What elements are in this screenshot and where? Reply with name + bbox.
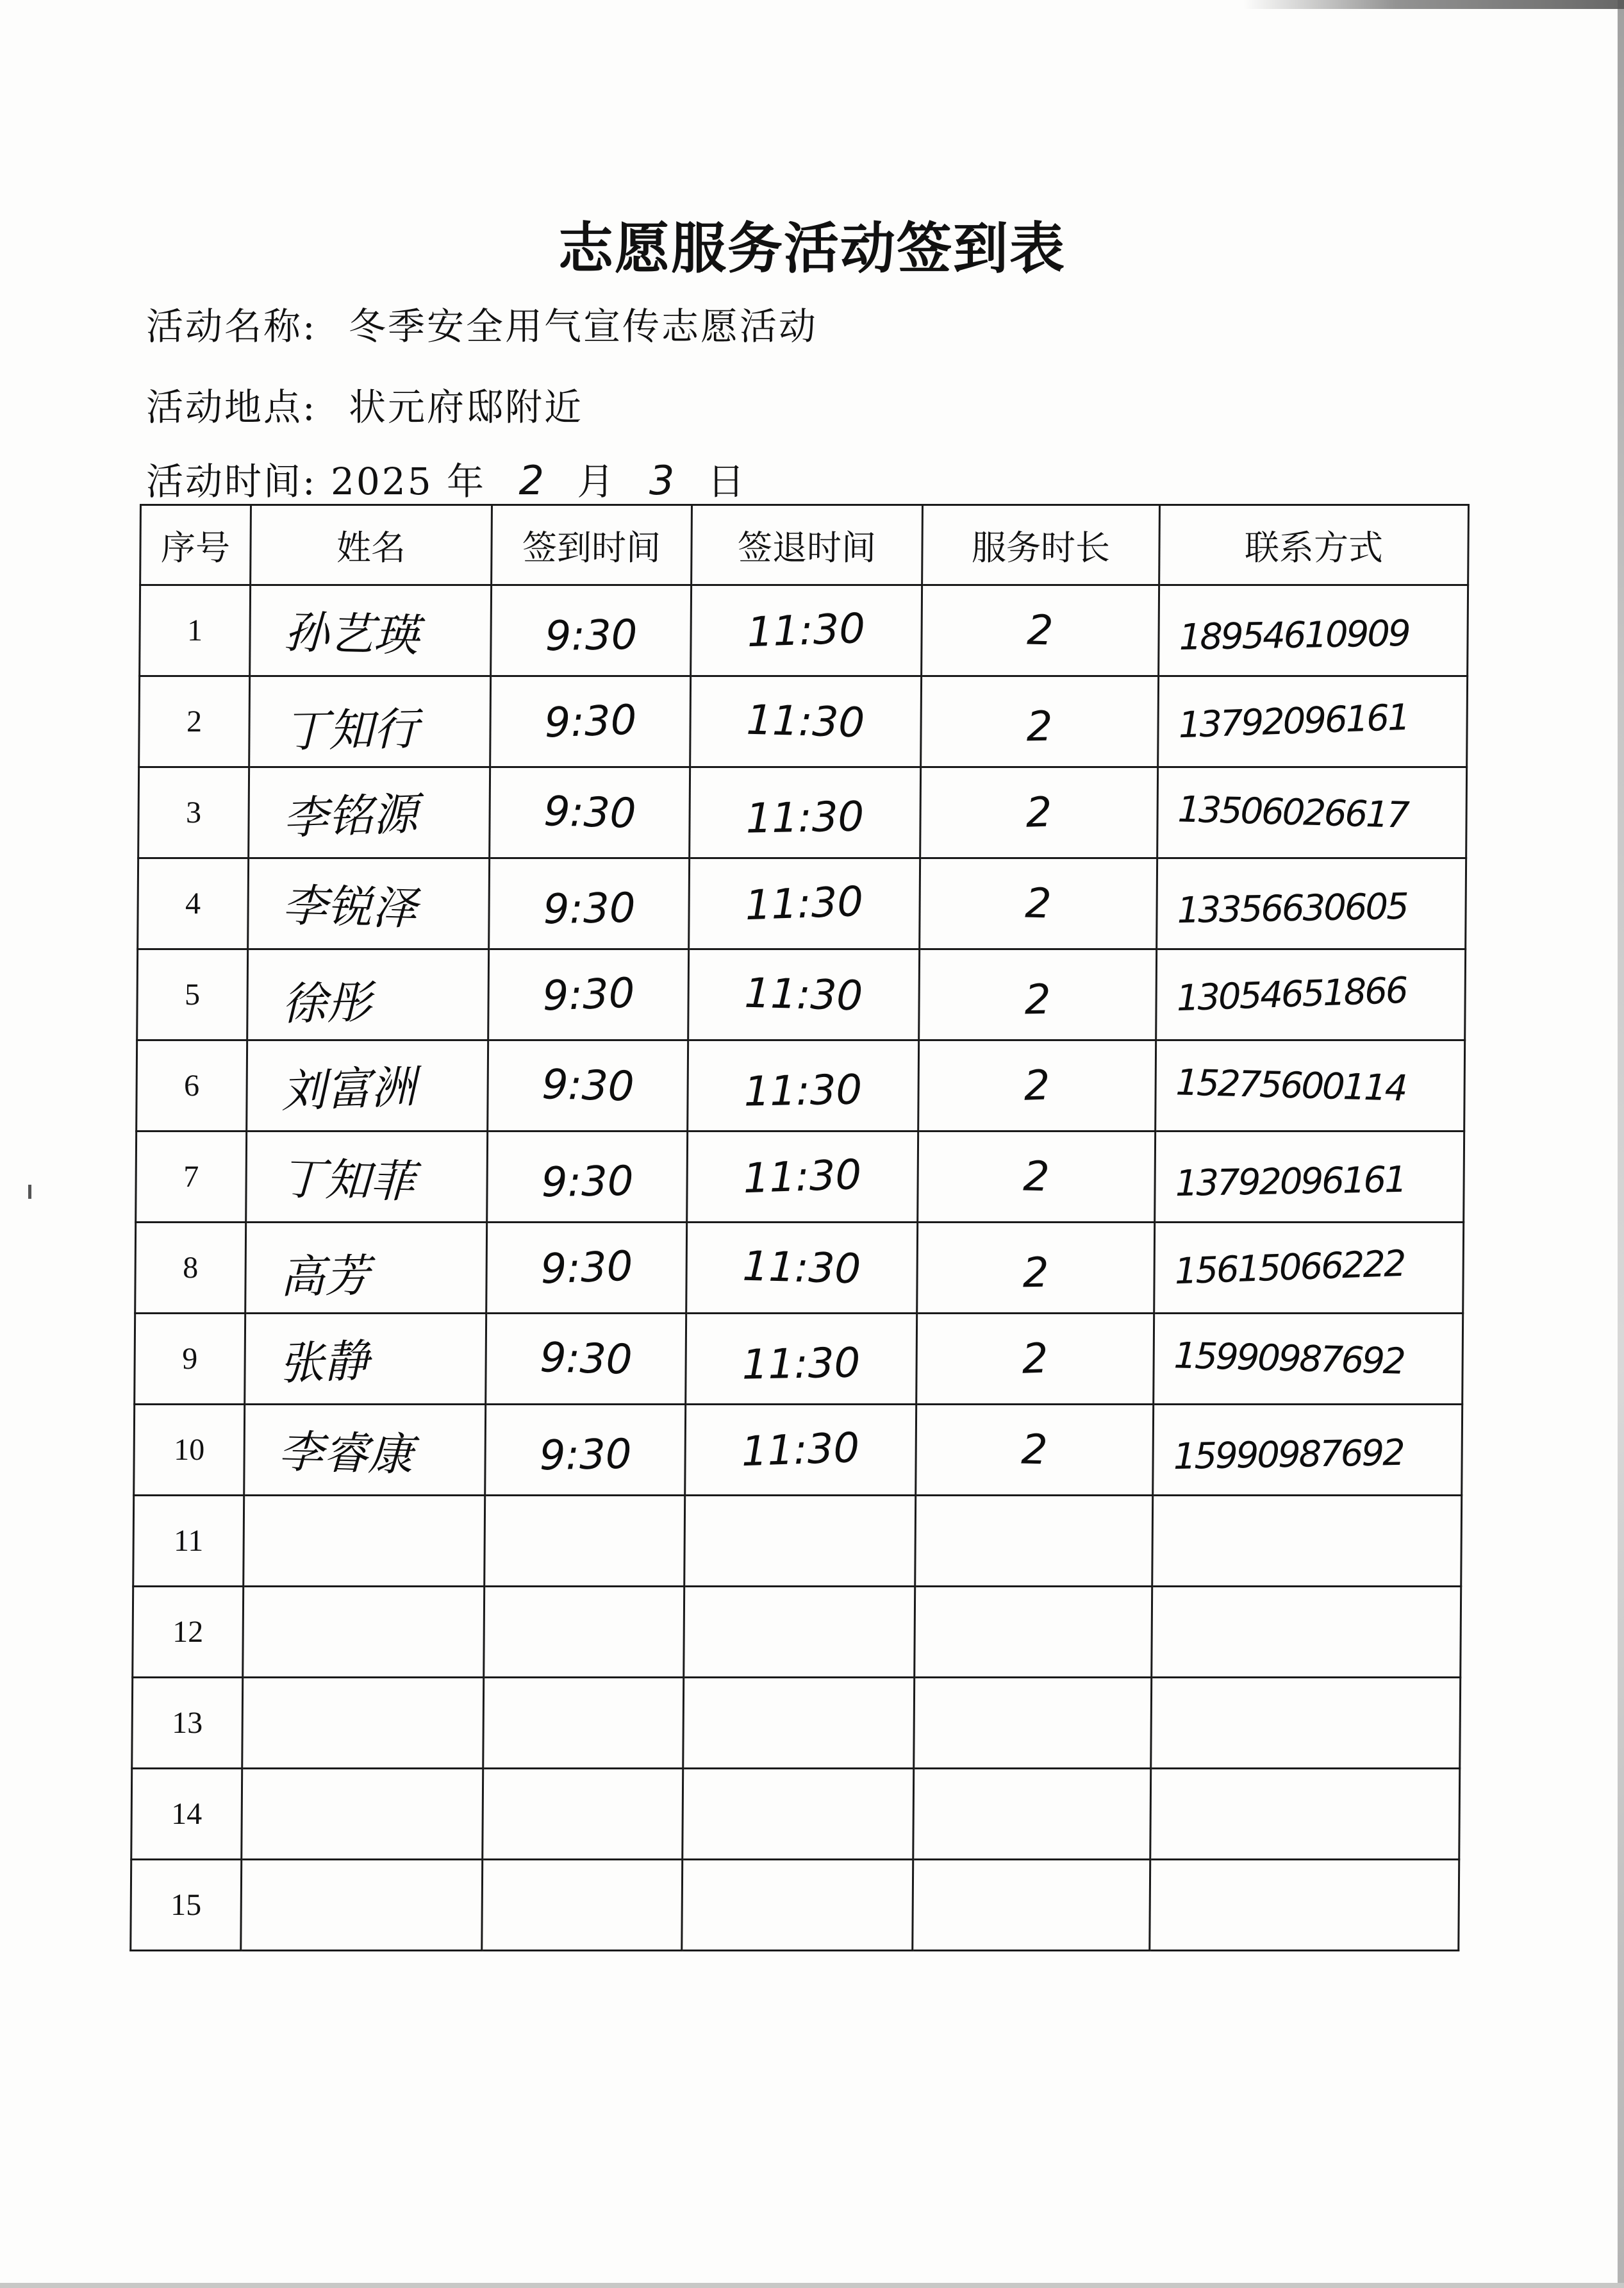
sign-out-time-cell	[688, 1040, 919, 1131]
volunteer-name-cell	[242, 1678, 484, 1769]
sign-out-time-cell	[689, 858, 920, 949]
row-number-cell	[140, 585, 251, 676]
service-hours-cell	[922, 585, 1159, 676]
header-sign-in: 签到时间	[492, 505, 692, 585]
volunteer-name-cell	[245, 1223, 487, 1314]
row-number-cell	[132, 1678, 243, 1769]
row-number: 7	[183, 1160, 199, 1194]
scan-shadow-top	[1243, 0, 1624, 9]
sign-in-time-cell	[482, 1860, 683, 1951]
contact-phone-cell	[1154, 1314, 1463, 1405]
sign-out-time-cell	[686, 1223, 918, 1314]
sign-in-time-cell	[488, 949, 689, 1040]
volunteer-name-cell	[244, 1405, 486, 1496]
sign-out-time-cell	[683, 1769, 914, 1860]
contact-phone: 13356630605	[1177, 885, 1407, 932]
table-row	[134, 1405, 1462, 1496]
scan-shadow-bottom	[0, 2283, 1624, 2288]
service-hours-cell	[920, 767, 1158, 858]
sign-out-time-cell	[683, 1678, 915, 1769]
sign-out-time: 11:30	[745, 696, 866, 747]
sign-out-time-cell	[690, 676, 922, 767]
sign-out-time-cell	[685, 1405, 916, 1496]
table-row	[133, 1587, 1461, 1678]
service-hours-cell	[915, 1587, 1152, 1678]
scan-shadow-right	[1618, 0, 1624, 2288]
volunteer-name: 孙艺瑛	[283, 606, 420, 662]
sign-in-time: 9:30	[544, 611, 638, 660]
table-row	[136, 1131, 1464, 1223]
row-number-cell	[134, 1405, 245, 1496]
service-hours: 2	[1024, 879, 1052, 928]
sign-in-time-cell	[491, 585, 692, 676]
contact-phone-cell	[1157, 767, 1467, 858]
row-number: 13	[172, 1706, 203, 1740]
row-number: 2	[186, 705, 203, 739]
sign-in-time-cell	[490, 767, 690, 858]
service-hours: 2	[1022, 1249, 1050, 1297]
row-number-cell	[133, 1496, 244, 1587]
table-body	[131, 585, 1468, 1951]
contact-phone: 15275600114	[1175, 1062, 1407, 1110]
table-row	[131, 1769, 1460, 1860]
sign-out-time: 11:30	[740, 1424, 861, 1476]
volunteer-name-cell	[247, 949, 489, 1040]
volunteer-name: 李睿康	[278, 1425, 414, 1482]
volunteer-name: 刘富洲	[280, 1060, 417, 1118]
header-sign-out: 签退时间	[692, 505, 923, 585]
sign-in-time-cell	[484, 1587, 684, 1678]
service-hours-cell	[920, 858, 1157, 949]
sign-in-time-cell	[485, 1405, 686, 1496]
activity-location-label: 活动地点:	[146, 385, 317, 429]
volunteer-name-cell	[245, 1314, 486, 1405]
contact-phone-cell	[1156, 949, 1466, 1040]
sign-in-time: 9:30	[543, 696, 637, 747]
contact-phone-cell	[1151, 1678, 1461, 1769]
activity-day-handwritten: 3	[649, 457, 675, 504]
service-hours-cell	[921, 676, 1159, 767]
contact-phone-cell	[1159, 585, 1468, 676]
service-hours: 2	[1026, 606, 1054, 655]
row-number: 11	[173, 1524, 204, 1558]
sign-in-time: 9:30	[542, 969, 636, 1020]
sign-in-time: 9:30	[542, 884, 636, 933]
row-number-cell	[139, 676, 250, 767]
contact-phone-cell	[1153, 1405, 1462, 1496]
activity-day-unit: 日	[707, 460, 747, 503]
table-row	[140, 585, 1468, 676]
row-number-cell	[135, 1223, 246, 1314]
row-number: 1	[186, 614, 203, 647]
table-row	[135, 1223, 1464, 1314]
sign-in-time-cell	[487, 1131, 688, 1223]
sign-out-time: 11:30	[746, 605, 866, 656]
sign-in-time-cell	[483, 1678, 684, 1769]
sign-out-time: 11:30	[743, 969, 864, 1020]
sign-in-time: 9:30	[541, 1060, 635, 1111]
activity-name-line	[146, 296, 818, 350]
contact-phone-cell	[1158, 676, 1468, 767]
row-number: 10	[174, 1433, 205, 1467]
sign-out-time: 11:30	[742, 1339, 861, 1389]
sign-out-time-cell	[684, 1496, 916, 1587]
row-number-cell	[138, 767, 249, 858]
table-header-row	[140, 505, 1469, 585]
activity-time-label: 活动时间:	[146, 460, 317, 503]
service-hours: 2	[1025, 788, 1053, 837]
contact-phone-cell	[1156, 1040, 1465, 1131]
contact-phone: 15615066222	[1173, 1242, 1405, 1293]
contact-phone: 13792096161	[1175, 1158, 1406, 1205]
stray-ink-mark	[28, 1185, 31, 1199]
table-row	[138, 767, 1467, 858]
volunteer-name: 徐彤	[281, 976, 372, 1031]
sign-in-time-cell	[483, 1769, 683, 1860]
sign-in-time: 9:30	[539, 1430, 632, 1480]
volunteer-name: 张静	[278, 1334, 370, 1390]
service-hours: 2	[1026, 703, 1053, 751]
contact-phone: 13054651866	[1175, 969, 1407, 1020]
service-hours: 2	[1021, 1334, 1049, 1383]
row-number: 3	[185, 796, 202, 830]
row-number-cell	[131, 1860, 242, 1951]
contact-phone: 15990987692	[1173, 1335, 1405, 1383]
volunteer-name: 丁知行	[283, 703, 419, 758]
volunteer-name-cell	[250, 585, 492, 676]
sign-out-time-cell	[690, 767, 921, 858]
sign-in-time-cell	[486, 1223, 687, 1314]
sign-out-time-cell	[682, 1860, 913, 1951]
row-number: 14	[171, 1797, 203, 1831]
table-row	[137, 949, 1466, 1040]
row-number: 4	[185, 887, 201, 921]
contact-phone-cell	[1150, 1769, 1460, 1860]
service-hours-cell	[918, 1040, 1156, 1131]
sign-out-time: 11:30	[743, 1065, 863, 1116]
activity-year: 2025 年	[330, 460, 486, 503]
service-hours-cell	[914, 1678, 1152, 1769]
sign-out-time: 11:30	[745, 792, 865, 843]
table-row	[138, 858, 1466, 949]
row-number: 12	[172, 1615, 204, 1649]
document-title: 志愿服务活动签到表	[558, 217, 1066, 281]
volunteer-name-cell	[243, 1587, 485, 1678]
sign-in-time: 9:30	[543, 787, 637, 838]
row-number: 5	[184, 978, 201, 1012]
contact-phone-cell	[1152, 1587, 1461, 1678]
sign-in-time: 9:30	[539, 1333, 633, 1384]
row-number: 9	[182, 1342, 198, 1376]
sign-out-time: 11:30	[742, 1242, 862, 1293]
service-hours: 2	[1024, 976, 1051, 1024]
row-number-cell	[133, 1587, 244, 1678]
activity-month-handwritten: 2	[518, 457, 544, 504]
service-hours: 2	[1022, 1152, 1050, 1201]
row-number-cell	[138, 858, 249, 949]
sign-out-time-cell	[688, 949, 920, 1040]
header-name: 姓名	[251, 505, 492, 585]
service-hours: 2	[1023, 1061, 1051, 1110]
activity-location-line	[146, 377, 583, 431]
activity-location-value: 状元府邸附近	[348, 385, 583, 429]
contact-phone-cell	[1157, 858, 1466, 949]
activity-name-value: 冬季安全用气宣传志愿活动	[348, 305, 818, 348]
volunteer-name-cell	[248, 858, 490, 949]
volunteer-name-cell	[249, 676, 491, 767]
volunteer-name-cell	[246, 1131, 488, 1223]
sign-out-time-cell	[691, 585, 922, 676]
sign-out-time-cell	[684, 1587, 915, 1678]
contact-phone-cell	[1150, 1860, 1459, 1951]
sign-in-time-cell	[490, 676, 691, 767]
row-number: 6	[183, 1069, 200, 1103]
sign-out-time-cell	[687, 1131, 918, 1223]
contact-phone: 15990987692	[1173, 1432, 1404, 1478]
service-hours-cell	[918, 1131, 1156, 1223]
service-hours-cell	[917, 1223, 1155, 1314]
service-hours-cell	[913, 1769, 1151, 1860]
table-row	[135, 1314, 1463, 1405]
sign-in-table	[129, 504, 1470, 1951]
volunteer-name-cell	[241, 1860, 483, 1951]
activity-name-label: 活动名称:	[146, 305, 317, 348]
contact-phone: 13792096161	[1177, 696, 1409, 747]
header-no: 序号	[140, 505, 251, 585]
volunteer-name-cell	[247, 1040, 488, 1131]
contact-phone-cell	[1152, 1496, 1462, 1587]
volunteer-name-cell	[249, 767, 490, 858]
service-hours: 2	[1020, 1425, 1048, 1474]
header-contact: 联系方式	[1159, 505, 1469, 585]
service-hours-cell	[919, 949, 1157, 1040]
sign-out-time: 11:30	[744, 878, 865, 930]
sign-in-time-cell	[486, 1314, 686, 1405]
table-row	[133, 1496, 1462, 1587]
row-number: 15	[170, 1888, 202, 1922]
sign-in-time-cell	[485, 1496, 685, 1587]
contact-phone-cell	[1154, 1223, 1464, 1314]
table-row	[131, 1860, 1459, 1951]
contact-phone: 18954610909	[1179, 612, 1409, 659]
row-number-cell	[135, 1314, 245, 1405]
activity-time-line	[146, 451, 747, 505]
header-duration: 服务时长	[922, 505, 1160, 585]
row-number-cell	[137, 949, 248, 1040]
sign-in-time-cell	[488, 1040, 688, 1131]
table-row	[139, 676, 1468, 767]
volunteer-name-cell	[244, 1496, 485, 1587]
table-row	[132, 1678, 1461, 1769]
service-hours-cell	[916, 1405, 1154, 1496]
sign-out-time-cell	[686, 1314, 917, 1405]
sign-in-time: 9:30	[541, 1157, 634, 1207]
contact-phone-cell	[1155, 1131, 1464, 1223]
volunteer-name: 丁知菲	[279, 1152, 416, 1208]
sign-out-time: 11:30	[742, 1151, 863, 1203]
sign-in-time-cell	[489, 858, 690, 949]
table-row	[137, 1040, 1465, 1131]
service-hours-cell	[915, 1496, 1153, 1587]
row-number-cell	[131, 1769, 242, 1860]
service-hours-cell	[916, 1314, 1154, 1405]
activity-month-unit: 月	[577, 460, 617, 503]
volunteer-name-cell	[242, 1769, 483, 1860]
volunteer-name: 李锐泽	[281, 879, 418, 935]
row-number-cell	[136, 1131, 247, 1223]
contact-phone: 13506026617	[1177, 789, 1409, 837]
volunteer-name: 李铭源	[282, 787, 418, 845]
volunteer-name: 高芳	[279, 1249, 370, 1304]
sign-in-time: 9:30	[540, 1242, 634, 1293]
row-number-cell	[137, 1040, 247, 1131]
row-number: 8	[182, 1251, 199, 1285]
service-hours-cell	[913, 1860, 1150, 1951]
